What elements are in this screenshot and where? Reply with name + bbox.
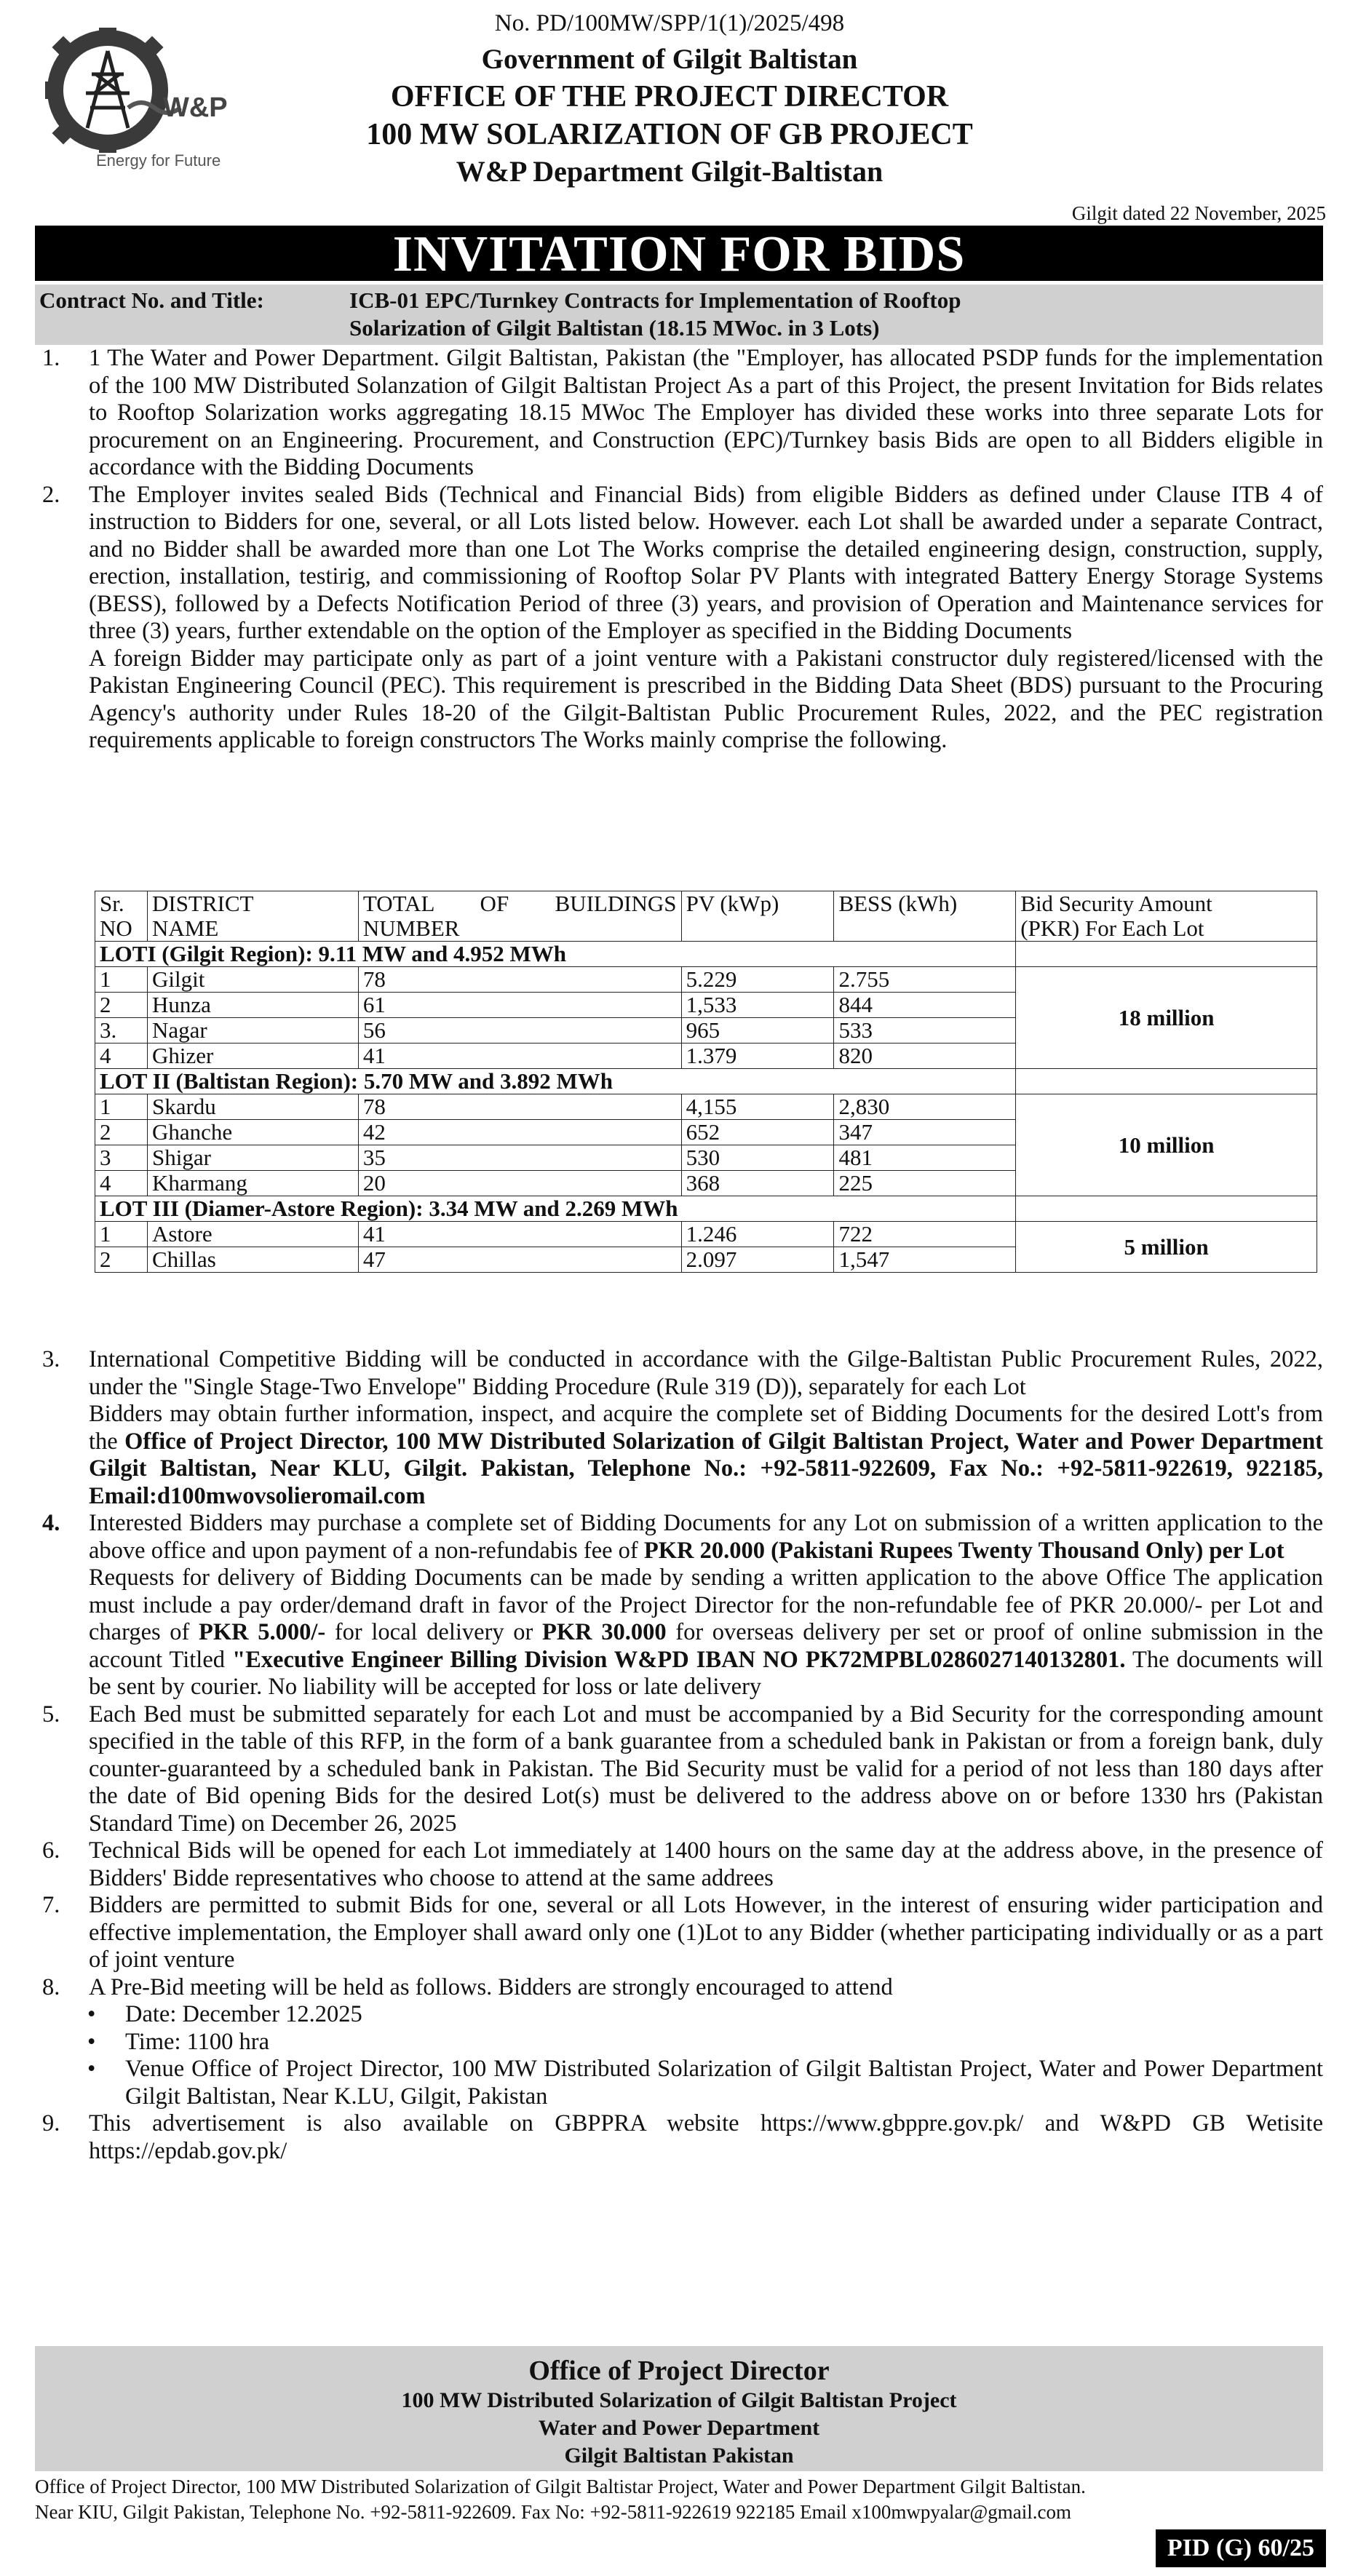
cell-pv: 4,155 [681,1094,834,1120]
lot-title-row [95,942,1317,967]
logo-tagline: Energy for Future [96,151,221,170]
cell-buildings: 41 [358,1222,681,1247]
paragraph-text: Technical Bids will be opened for each Lot immediately at 1400 hours on the same day at the address above, in the presence of Bidders' Bidde representatives who choose to attend at the same addrees [89,1837,1323,1891]
cell-district: Chillas [147,1247,358,1273]
office-title: OFFICE OF THE PROJECT DIRECTOR [390,80,949,114]
address-line-1: Office of Project Director, 100 MW Distributed Solarization of Gilgit Baltistar Project, Water and Power Department Gilgit Baltistan. [35,2476,1086,2497]
cell-district: Hunza [147,993,358,1018]
cell-pv: 1.246 [681,1222,834,1247]
overseas-delivery-charge: PKR 30.000 [542,1619,667,1645]
cell-district: Nagar [147,1018,358,1043]
pid-number: PID (G) 60/25 [1156,2529,1326,2567]
footer-block [35,2346,1323,2471]
lot-title: LOTI (Gilgit Region): 9.11 MW and 4.952 MWh [95,942,1016,967]
address-line-2: Near KIU, Gilgit Pakistan, Telephone No. +92-5811-922609. Fax No: +92-5811-922619 922185 Email x100mwpyalar@gmail.com [35,2501,1071,2523]
cell-bess: 2,830 [834,1094,1016,1120]
gear-icon [45,28,164,153]
paragraph-text: Requests for delivery of Bidding Documents can be made by sending a written application to the above Office The application must include a pay order/demand draft in favor of the Project Director for the non-refundable fee of PKR 20.000/- per Lot and charges of [89,1565,1323,1645]
cell-buildings: 78 [358,1094,681,1120]
paragraph-text-foreign-bidder: A foreign Bidder may participate only as part of a joint venture with a Pakistani constructor duly registered/licensed with the Pakistan Engineering Council (PEC). This requirement is prescribed in the Bidding Data Sheet (BDS) pursuant to the Procuring Agency's authority under Rules 18-20 of the Gilgit-Baltistan Public Procurement Rules, 2022, and the PEC registration requirements applicable to foreign constructors The Works mainly comprise the following. [89,645,1323,753]
transmission-tower-icon [86,51,130,128]
paragraph-text: Bidders may obtain further information, inspect, and acquire the complete set of Bidding Documents for the desired Lott's from the [89,1401,1323,1455]
pre-bid-time: • Time: 1100 hra [125,2029,1323,2056]
bid-security-amount: 5 million [1016,1222,1317,1273]
paragraph-text: This advertisement is also available on GBPPRA website https://www.gbppre.gov.pk/ and W&PD GB Wetisite https://epdab.gov.pk/ [89,2110,1323,2164]
cell-sr: 3. [95,1018,148,1043]
cell-pv: 2.097 [681,1247,834,1273]
office-contact-details: Office of Project Director, 100 MW Distributed Solarization of Gilgit Baltistan Project, Water and Power Department Gilgit Baltistan, Near KLU, Gilgit. Pakistan, Telephone No.: +92-5811-922609, Fax No.: +92-5811-922619, 922185, Email:d100mwovsolieromail.com [89,1428,1323,1509]
cell-buildings: 42 [358,1120,681,1145]
paragraph-text: The documents will be sent by courier. No liability will be accepted for loss or late delivery [89,1646,1323,1700]
lot-title-blank-cell [1016,1069,1317,1094]
paragraph-1 [35,345,1323,482]
contract-title-line1: ICB-01 EPC/Turnkey Contracts for Implementation of Rooftop [349,287,961,313]
footer-project: 100 MW Distributed Solarization of Gilgit Baltistan Project [401,2388,957,2412]
header-pv: PV (kWp) [681,891,834,942]
department-title: W&P Department Gilgit-Baltistan [456,155,884,188]
cell-sr: 2 [95,1247,148,1273]
paragraph-number: 2. [42,481,60,508]
cell-pv: 5.229 [681,967,834,993]
cell-district: Skardu [147,1094,358,1120]
contract-label: Contract No. and Title: [39,287,264,313]
cell-sr: 1 [95,1094,148,1120]
cell-bess: 481 [834,1145,1016,1171]
lot-title-blank-cell [1016,1196,1317,1222]
document-fee: PKR 20.000 (Pakistani Rupees Twenty Thousand Only) per Lot [643,1537,1284,1564]
paragraph-7 [35,1892,1323,1974]
footer-location: Gilgit Baltistan Pakistan [564,2444,794,2468]
paragraph-text: International Competitive Bidding will be conducted in accordance with the Gilge-Baltistan Public Procurement Rules, 2022, under the "Single Stage-Two Envelope" Bidding Procedure (Rule 319 (D)), separately for each Lot [89,1346,1323,1400]
lot-title-row [95,1196,1317,1222]
paragraph-text: for local delivery or [334,1619,533,1645]
cell-pv: 368 [681,1171,834,1196]
lot-title-blank-cell [1016,942,1317,967]
cell-sr: 2 [95,993,148,1018]
wp-logo [35,26,261,172]
body-lower [35,1346,1323,2165]
paragraph-2 [35,482,1323,755]
paragraph-number: 3. [42,1346,60,1372]
cell-pv: 965 [681,1018,834,1043]
pre-bid-details [35,2001,1323,2110]
cell-buildings: 41 [358,1043,681,1069]
paragraph-text: for overseas delivery per set or proof of online submission in the account Titled [89,1619,1324,1673]
paragraph-text: A Pre-Bid meeting will be held as follows. Bidders are strongly encouraged to attend [89,1973,893,2000]
header-district: DISTRICT NAME [147,891,358,942]
cell-pv: 530 [681,1145,834,1171]
paragraph-number: 8. [42,1973,60,2000]
pre-bid-date: • Date: December 12.2025 [125,2001,1323,2029]
header-bid-security: Bid Security Amount (PKR) For Each Lot [1016,891,1317,942]
cell-bess: 347 [834,1120,1016,1145]
project-title: 100 MW SOLARIZATION OF GB PROJECT [366,118,973,151]
lot-title: LOT III (Diamer-Astore Region): 3.34 MW and 2.269 MWh [95,1196,1016,1222]
footer-office: Office of Project Director [528,2356,830,2386]
contract-title-line2: Solarization of Gilgit Baltistan (18.15 MWoc. in 3 Lots) [349,315,880,341]
paragraph-number: 4. [42,1510,60,1536]
cell-bess: 844 [834,993,1016,1018]
lot-title: LOT II (Baltistan Region): 5.70 MW and 3.892 MWh [95,1069,1016,1094]
paragraph-9 [35,2110,1323,2165]
cell-bess: 820 [834,1043,1016,1069]
cell-sr: 1 [95,1222,148,1247]
logo-mark: W&P [163,92,228,123]
cell-buildings: 47 [358,1247,681,1273]
paragraph-4 [35,1510,1323,1701]
cell-buildings: 78 [358,967,681,993]
table-row [95,967,1317,993]
body-upper [35,345,1323,755]
table-header-row [95,891,1317,942]
bid-security-amount: 10 million [1016,1094,1317,1196]
paragraph-number: 9. [42,2110,60,2136]
notice-date: Gilgit dated 22 November, 2025 [1071,202,1326,224]
table-row [95,1222,1317,1247]
banner-title: INVITATION FOR BIDS [35,226,1323,281]
pre-bid-venue: • Venue Office of Project Director, 100 MW Distributed Solarization of Gilgit Baltistan Project, Water and Power Department Gilgit Baltistan, Near K.LU, Gilgit, Pakistan [125,2056,1323,2110]
cell-bess: 1,547 [834,1247,1016,1273]
cell-buildings: 61 [358,993,681,1018]
cell-buildings: 35 [358,1145,681,1171]
paragraph-text: Each Bed must be submitted separately for each Lot and must be accompanied by a Bid Security for the corresponding amount specified in the table of this RFP, in the form of a bank guarantee from a scheduled bank in Pakistan or from a foreign bank, duly counter-guaranteed by a scheduled bank in Pakistan. The Bid Security must be valid for a period of not less than 180 days after the date of Bid opening Bids for the desired Lot(s) must be delivered to the address above on or before 1330 hrs (Pakistan Standard Time) on December 26, 2025 [89,1701,1323,1837]
cell-district: Kharmang [147,1171,358,1196]
cell-sr: 2 [95,1120,148,1145]
cell-sr: 4 [95,1043,148,1069]
bank-account: "Executive Engineer Billing Division W&PD IBAN NO PK72MPBL0286027140132801. [232,1646,1126,1673]
header-buildings: TOTAL OF BUILDINGS NUMBER [358,891,681,942]
table-row [95,1094,1317,1120]
cell-district: Gilgit [147,967,358,993]
paragraph-number: 6. [42,1837,60,1864]
cell-district: Shigar [147,1145,358,1171]
paragraph-text: Bidders are permitted to submit Bids for one, several or all Lots However, in the interest of ensuring wider participation and effective implementation, the Employer shall award only one (1)Lot to any Bidder (whether participating individually or as a part of joint venture [89,1892,1323,1973]
paragraph-number: 7. [42,1892,60,1918]
cell-buildings: 20 [358,1171,681,1196]
cell-buildings: 56 [358,1018,681,1043]
local-delivery-charge: PKR 5.000/- [199,1619,326,1645]
cell-sr: 4 [95,1171,148,1196]
cell-sr: 1 [95,967,148,993]
cell-pv: 1,533 [681,993,834,1018]
gov-title: Government of Gilgit Baltistan [481,44,858,75]
paragraph-text: Interested Bidders may purchase a complete set of Bidding Documents for any Lot on submission of a written application to the above office and upon payment of a non-refundabis fee of [89,1510,1323,1564]
paragraph-3 [35,1346,1323,1510]
header-sr: Sr. NO [95,891,148,942]
paragraph-number: 1. [42,345,60,371]
paragraph-text: 1 The Water and Power Department. Gilgit Baltistan, Pakistan (the "Employer, has allocated PSDP funds for the implementation of the 100 MW Distributed Solanzation of Gilgit Baltistan Project As a part of this Project, the present Invitation for Bids relates to Rooftop Solarization works aggregating 18.15 MWoc The Employer has divided these works into three separate Lots for procurement on an Engineering. Procurement, and Construction (EPC)/Turnkey basis Bids are open to all Bidders eligible in accordance with the Bidding Documents [89,345,1323,480]
cell-pv: 652 [681,1120,834,1145]
footer-department: Water and Power Department [538,2416,820,2440]
cell-sr: 3 [95,1145,148,1171]
bid-security-amount: 18 million [1016,967,1317,1069]
paragraph-5 [35,1701,1323,1838]
paragraph-text: The Employer invites sealed Bids (Technical and Financial Bids) from eligible Bidders as defined under Clause ITB 4 of instruction to Bidders for one, several, or all Lots listed below. However. each Lot shall be awarded under a separate Contract, and no Bidder shall be awarded more than one Lot The Works comprise the detailed engineering design, construction, supply, erection, installation, testirig, and commissioning of Rooftop Solar PV Plants with integrated Battery Energy Storage Systems (BESS), followed by a Defects Notification Period of three (3) years, and provision of Operation and Maintenance services for three (3) years, further extendable on the option of the Employer as specified in the Bidding Documents [89,481,1323,644]
cell-bess: 722 [834,1222,1016,1247]
reference-number: No. PD/100MW/SPP/1(1)/2025/498 [494,10,845,36]
lots-table [95,891,1317,1273]
cell-bess: 2.755 [834,967,1016,993]
contract-title-block [35,285,1323,345]
header-bess: BESS (kWh) [834,891,1016,942]
contact-address [35,2474,1323,2525]
cell-district: Astore [147,1222,358,1247]
cell-district: Ghanche [147,1120,358,1145]
cell-bess: 533 [834,1018,1016,1043]
cell-bess: 225 [834,1171,1016,1196]
cell-district: Ghizer [147,1043,358,1069]
lot-title-row [95,1069,1317,1094]
paragraph-6 [35,1837,1323,1892]
paragraph-number: 5. [42,1701,60,1728]
cell-pv: 1.379 [681,1043,834,1069]
paragraph-8 [35,1974,1323,2002]
